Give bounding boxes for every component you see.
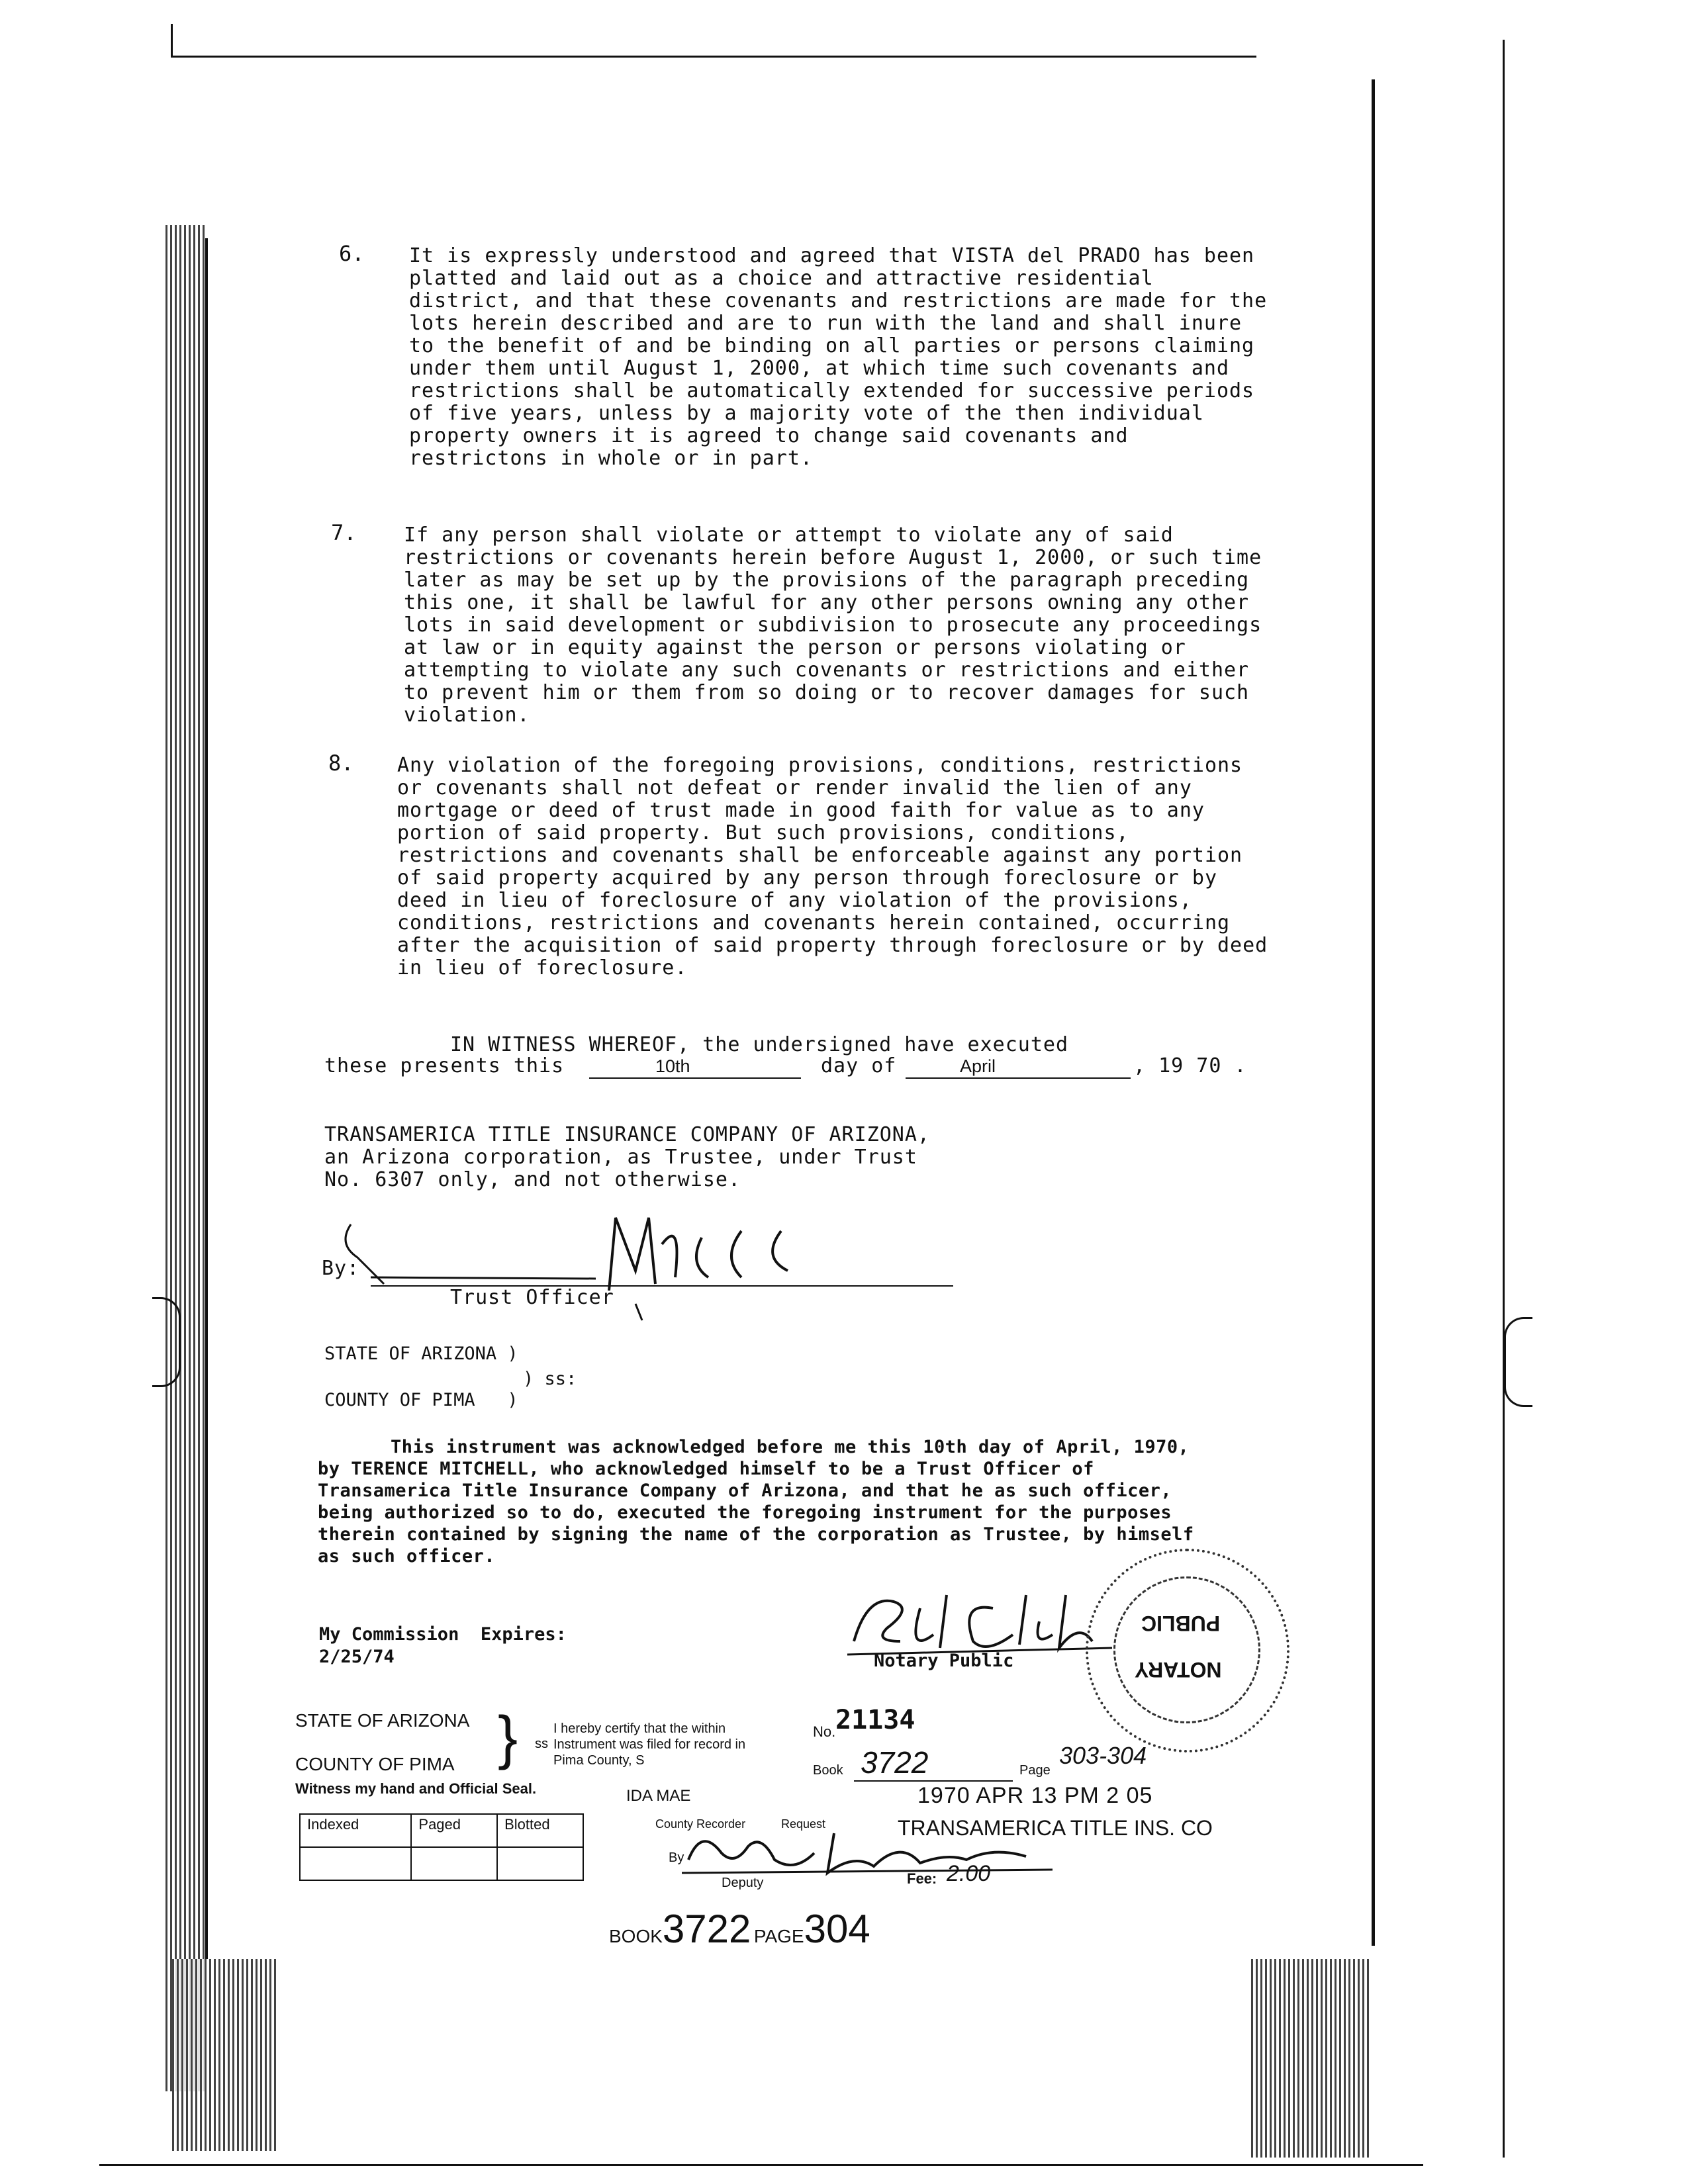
requested-label: Request [781,1817,826,1831]
record-page-label: Page [1019,1763,1051,1778]
page-number: 304 [804,1907,870,1951]
notary-seal-inner-ring [1113,1576,1260,1723]
deputy-label: Deputy [722,1876,764,1890]
witness-year: , 19 70 . [1133,1054,1247,1077]
witness-line-1: IN WITNESS WHEREOF, the undersigned have executed [450,1033,1069,1056]
record-book-line [854,1780,1013,1782]
paragraph-7-number: 7. [331,520,357,545]
witness-day-of: day of [821,1054,897,1077]
by-deputy-label: By [669,1850,684,1865]
recording-certify: I hereby certify that the within Instrument was filed for record in Pima County, S [553,1721,746,1768]
page-prefix: PAGE [753,1926,804,1946]
paragraph-8-number: 8. [328,751,354,776]
witness-month: April [960,1056,996,1076]
table-header-paged: Paged [411,1814,497,1847]
commission-date: 2/25/74 [319,1647,395,1667]
table-header-row [300,1814,583,1847]
bottom-line [99,2164,1423,2166]
paragraph-7-text: If any person shall violate or attempt to violate any of said restrictions or covenants herein before August 1, 2000, or such time later as may be set up by the provisions of the paragraph preceding this one, it shall be lawful for any other persons owning any other lots in said development or subdivision to prosecute any proceedings at law or in equity against the person or persons violating or attempting to violate any such covenants or restrictions and either to prevent him or them from so doing or to recover damages for such violation. [404,523,1262,727]
company-line-1: TRANSAMERICA TITLE INSURANCE COMPANY OF ARIZONA, [324,1123,930,1146]
trust-officer-title: Trust Officer [450,1286,614,1309]
right-page-edge [1372,79,1375,1946]
book-prefix: BOOK [609,1926,663,1946]
recording-county: COUNTY OF PIMA [295,1754,455,1774]
recorder-name: IDA MAE [626,1787,691,1805]
recording-state: STATE OF ARIZONA [295,1710,470,1731]
notary-seal-top: PUBLIC [1141,1612,1221,1635]
right-outer-edge [1503,40,1505,2158]
fee-label: Fee: [907,1870,937,1887]
venue-state: STATE OF ARIZONA ) [324,1343,518,1364]
paragraph-6-number: 6. [339,241,365,266]
table-cell [497,1847,583,1880]
left-page-edge [205,238,208,1959]
bottom-right-shadow [1251,1959,1370,2158]
book-number: 3722 [662,1907,751,1951]
table-header-indexed: Indexed [300,1814,411,1847]
top-left-corner-mark [171,24,173,57]
table-row [300,1847,583,1880]
venue-county: COUNTY OF PIMA ) [324,1390,518,1410]
record-page-value: 303-304 [1059,1742,1147,1769]
table-cell [300,1847,411,1880]
table-cell [411,1847,497,1880]
by-label: By: [322,1257,360,1280]
right-binding-notch [1504,1317,1532,1407]
acknowledgment-text: This instrument was acknowledged before me this 10th day of April, 1970, by TERENCE MITCHELL, who acknowledged himself to be a Trust Officer of Transamerica Title Insurance Company of Arizona, and that he as such officer, being authorized so to do, executed the foregoing instrument for the purposes therein contained by signing the name of the corporation as Trustee, by himself as such officer. [318,1437,1194,1567]
recording-brace: } [498,1705,518,1771]
paragraph-8-text: Any violation of the foregoing provisions, conditions, restrictions or covenants shall not defeat or render invalid the lien of any mortgage or deed of trust made in good faith for value as to any portion of said property. But such provisions, conditions, restrictions and covenants shall be enforceable against any portion of said property acquired by any person through foreclosure or by deed in lieu of foreclosure of any violation of the provisions, conditions, restrictions and covenants herein contained, occurring after the acquisition of said property through foreclosure or by deed in lieu of foreclosure. [397,754,1268,979]
notary-seal-bottom: NOTARY [1135,1658,1222,1682]
venue-ss: ) ss: [523,1369,577,1389]
record-no-value: 21134 [835,1705,915,1735]
witness-line-2-prefix: these presents this [324,1054,565,1077]
left-binding-strip [165,225,205,2091]
record-no-label: No. [813,1723,836,1740]
record-stamp-date: 1970 APR 13 PM 2 05 [917,1783,1153,1808]
index-table [299,1813,584,1881]
recording-ss: ss [535,1737,548,1751]
requested-by: TRANSAMERICA TITLE INS. CO [898,1816,1213,1840]
witness-day: 10th [655,1056,690,1076]
record-book-label: Book [813,1763,843,1778]
recording-witness: Witness my hand and Official Seal. [295,1780,537,1797]
commission-label: My Commission Expires: [319,1624,567,1645]
notary-seal [1086,1549,1289,1752]
notary-public-label: Notary Public [874,1651,1014,1671]
company-line-3: No. 6307 only, and not otherwise. [324,1168,741,1191]
day-blank-line [589,1077,801,1079]
paragraph-6-text: It is expressly understood and agreed that VISTA del PRADO has been platted and laid out as a choice and attractive residential district, and that these covenants and restrictions are made for the lots herein described and are to run with the land and shall inure to the benefit of and be binding on all parties or persons claiming under them until August 1, 2000, at which time such covenants and restrictions shall be automatically extended for successive periods of five years, unless by a majority vote of the then individual property owners it is agreed to change said covenants and restrictons in whole or in part. [409,244,1268,470]
top-border-line [171,56,1256,58]
record-book-value: 3722 [861,1745,929,1780]
month-blank-line [906,1077,1131,1079]
book-page-stamp [609,1906,870,1952]
fee-value: 2.00 [947,1861,991,1886]
company-line-2: an Arizona corporation, as Trustee, under Trust [324,1146,917,1169]
county-recorder-label: County Recorder [655,1817,746,1831]
left-binding-notch [152,1297,181,1387]
table-header-blotted: Blotted [497,1814,583,1847]
bottom-left-shadow [172,1959,278,2151]
